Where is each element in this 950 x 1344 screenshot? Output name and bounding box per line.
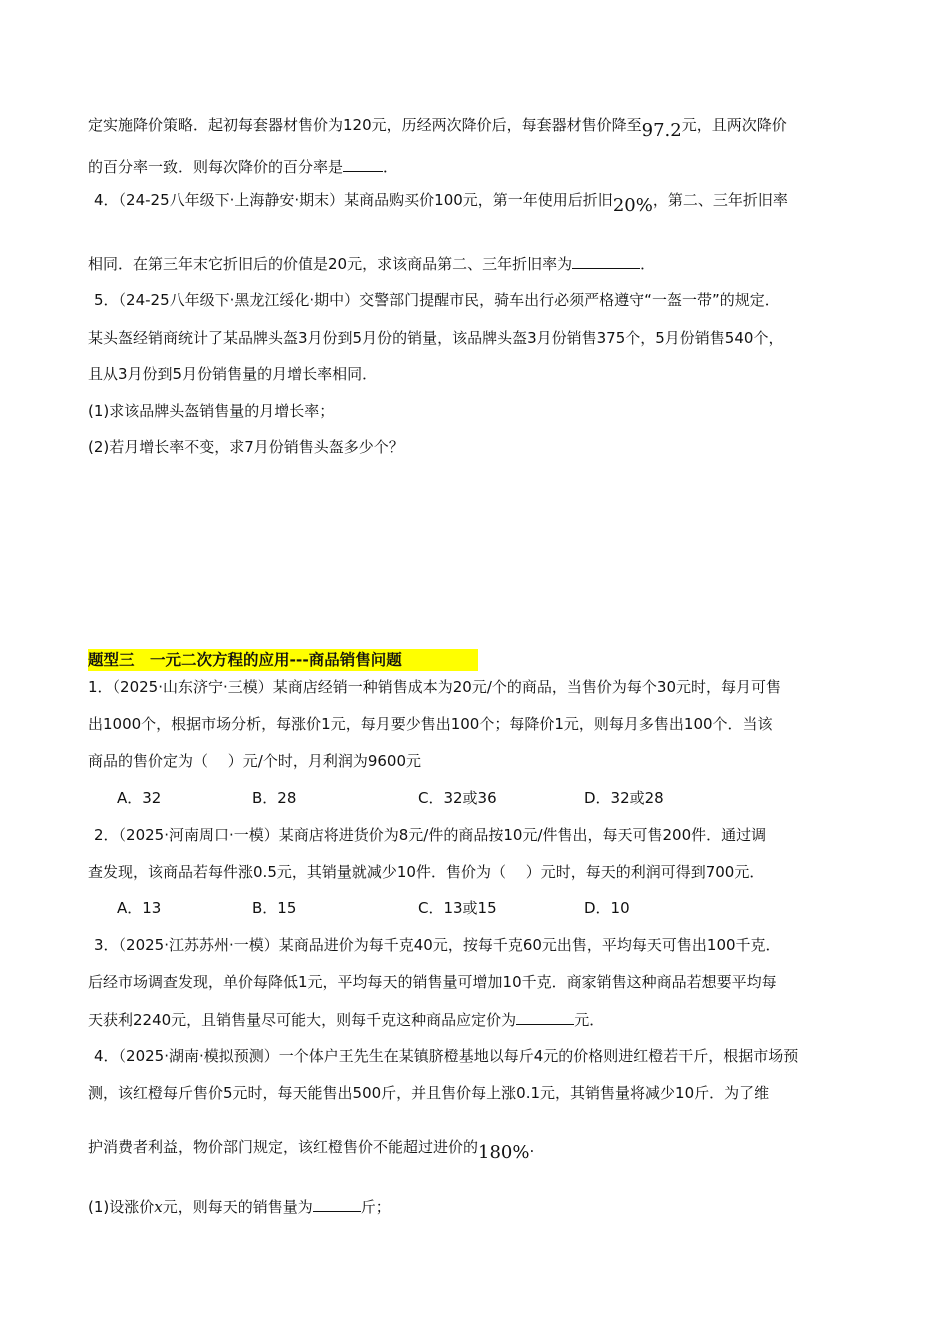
- q2-line2: 查发现，该商品若每件涨0.5元，其销量就减少10件．售价为（ ）元时，每天的利润可得到700元．: [88, 863, 765, 881]
- q2-option-b[interactable]: B．15: [252, 899, 297, 917]
- text: (1)设涨价: [88, 1198, 155, 1216]
- q4-line1: 4．（2025·湖南·模拟预测）一个体户王先生在某镇脐橙基地以每斤4元的价格则进红橙若干斤，根据市场预: [94, 1047, 799, 1065]
- q1-option-c[interactable]: C．32或36: [418, 789, 497, 807]
- text: 天获利2240元，且销售量尽可能大，则每千克这种商品应定价为: [88, 1011, 517, 1029]
- text: 4．（24-25八年级下·上海静安·期末）某商品购买价100元，第一年使用后折旧: [94, 191, 613, 209]
- q1-option-a[interactable]: A．32: [117, 789, 162, 807]
- text: 元，则每天的销售量为: [162, 1198, 313, 1216]
- text: .: [529, 1138, 535, 1156]
- q1-line1: 1．（2025·山东济宁·三模）某商店经销一种销售成本为20元/个的商品，当售价为每个30元时，每月可售: [88, 678, 781, 696]
- q1-line2: 出1000个，根据市场分析，每涨价1元，每月要少售出100个；每降价1元，则每月多售出100个．当该: [88, 715, 773, 733]
- q4-line3: [88, 1137, 890, 1163]
- text: ．: [640, 255, 656, 273]
- text: 元，且两次降价: [681, 116, 787, 134]
- q1-option-d[interactable]: D．32或28: [584, 789, 664, 807]
- text: 的百分率一致．则每次降价的百分率是: [88, 158, 344, 176]
- prev-q5-line3: 且从3月份到5月份销售量的月增长率相同．: [88, 365, 378, 383]
- answer-blank[interactable]: [343, 156, 383, 172]
- text: 相同．在第三年末它折旧后的价值是20元，求该商品第二、三年折旧率为: [88, 255, 573, 273]
- text: 护消费者利益，物价部门规定，该红橙售价不能超过进价的: [88, 1138, 479, 1156]
- prev-q3-line1: [88, 115, 890, 141]
- math-value: 180%: [478, 1142, 530, 1163]
- text: 定实施降价策略．起初每套器材售价为120元，历经两次降价后，每套器材售价降至: [88, 116, 642, 134]
- q2-line1: 2．（2025·河南周口·一模）某商店将进货价为8元/件的商品按10元/件售出，每天可售200件．通过调: [94, 826, 767, 844]
- prev-q5-sub1: (1)求该品牌头盔销售量的月增长率；: [88, 402, 335, 420]
- section-heading: 题型三 一元二次方程的应用---商品销售问题: [88, 649, 478, 671]
- answer-blank[interactable]: [572, 253, 640, 269]
- q4-sub1: [88, 1196, 890, 1217]
- prev-q3-line2: [88, 156, 890, 177]
- q1-option-b[interactable]: B．28: [252, 789, 297, 807]
- prev-q4-line1: [94, 190, 890, 216]
- answer-blank[interactable]: [516, 1009, 574, 1025]
- text: 斤；: [360, 1198, 391, 1216]
- prev-q5-line2: 某头盔经销商统计了某品牌头盔3月份到5月份的销量，该品牌头盔3月份销售375个，5月份销售540个，: [88, 329, 784, 347]
- q3-line2: 后经市场调查发现，单价每降低1元，平均每天的销售量可增加10千克．商家销售这种商品若想要平均每: [88, 973, 777, 991]
- text: 元．: [574, 1011, 605, 1029]
- q2-option-a[interactable]: A．13: [117, 899, 162, 917]
- q1-line3: 商品的售价定为（ ）元/个时，月利润为9600元: [88, 752, 421, 770]
- math-value: 20%: [612, 195, 653, 216]
- answer-blank[interactable]: [313, 1196, 361, 1212]
- text: ，第二、三年折旧率: [652, 191, 788, 209]
- math-value: 97.2: [641, 120, 682, 141]
- q2-option-d[interactable]: D．10: [584, 899, 630, 917]
- prev-q5-line1: 5．（24-25八年级下·黑龙江绥化·期中）交警部门提醒市民，骑车出行必须严格遵守“一盔一带”的规定．: [94, 291, 780, 309]
- q2-option-c[interactable]: C．13或15: [418, 899, 497, 917]
- q3-line3: [88, 1009, 890, 1030]
- q4-line2: 测，该红橙每斤售价5元时，每天能售出500斤，并且售价每上涨0.1元，其销售量将减少10斤．为了维: [88, 1084, 770, 1102]
- prev-q5-sub2: (2)若月增长率不变，求7月份销售头盔多少个？: [88, 438, 404, 456]
- text: ．: [383, 158, 399, 176]
- prev-q4-line2: [88, 253, 890, 274]
- variable-x: x: [154, 1198, 163, 1216]
- q3-line1: 3．（2025·江苏苏州·一模）某商品进价为每千克40元，按每千克60元出售，平均每天可售出100千克．: [94, 936, 781, 954]
